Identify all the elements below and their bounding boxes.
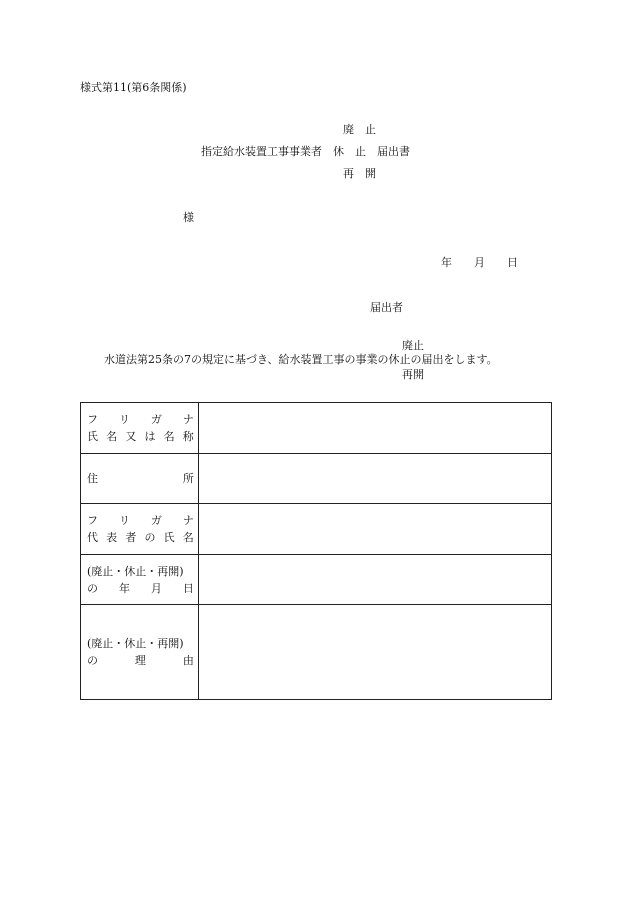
label-representative-name: 代 表 者 の 氏 名 — [87, 531, 194, 544]
value-cell-reason[interactable] — [198, 605, 551, 700]
document-title: 指定給水装置工事事業者 休 止 届出書 — [201, 145, 410, 158]
label-cell-date — [81, 555, 199, 605]
table-row-reason — [81, 605, 552, 700]
label-cell-representative — [81, 504, 199, 555]
date-day-label: 日 — [507, 256, 518, 269]
date-month-label: 月 — [474, 256, 485, 269]
table-row-name — [81, 403, 552, 454]
label-cell-name — [81, 403, 199, 454]
addressee-suffix: 様 — [183, 211, 194, 224]
title-option-discontinue: 廃 止 — [343, 123, 376, 136]
label-date: の 年 月 日 — [87, 581, 194, 595]
label-address: 住 所 — [87, 472, 194, 485]
value-cell-address[interactable] — [198, 454, 551, 504]
label-furigana: フ リ ガ ナ — [87, 413, 194, 426]
label-cell-address — [81, 454, 199, 504]
title-option-resume: 再 開 — [343, 167, 376, 180]
label-date-paren: (廃止・休止・再開) — [87, 564, 184, 578]
value-cell-name[interactable] — [198, 403, 551, 454]
table-row-address — [81, 454, 552, 504]
value-cell-representative[interactable] — [198, 504, 551, 555]
statement-option-resume: 再開 — [402, 368, 424, 381]
notification-form-table — [80, 402, 552, 700]
statement-option-discontinue: 廃止 — [402, 339, 424, 352]
label-rep-furigana: フ リ ガ ナ — [87, 514, 194, 527]
statement-text: 水道法第25条の7の規定に基づき、給水装置工事の事業の休止の届出をします。 — [104, 353, 498, 366]
label-reason-paren: (廃止・休止・再開) — [87, 637, 184, 650]
notifier-label: 届出者 — [370, 301, 403, 314]
date-year-label: 年 — [441, 256, 452, 269]
label-cell-reason — [81, 605, 199, 700]
form-number: 様式第11(第6条関係) — [80, 81, 187, 94]
table-row-representative — [81, 504, 552, 555]
label-name-or-title: 氏 名 又 は 名 称 — [87, 430, 194, 443]
date-line — [441, 257, 518, 268]
value-cell-date[interactable] — [198, 555, 551, 605]
label-reason: の 理 由 — [87, 654, 194, 667]
table-row-date — [81, 555, 552, 605]
